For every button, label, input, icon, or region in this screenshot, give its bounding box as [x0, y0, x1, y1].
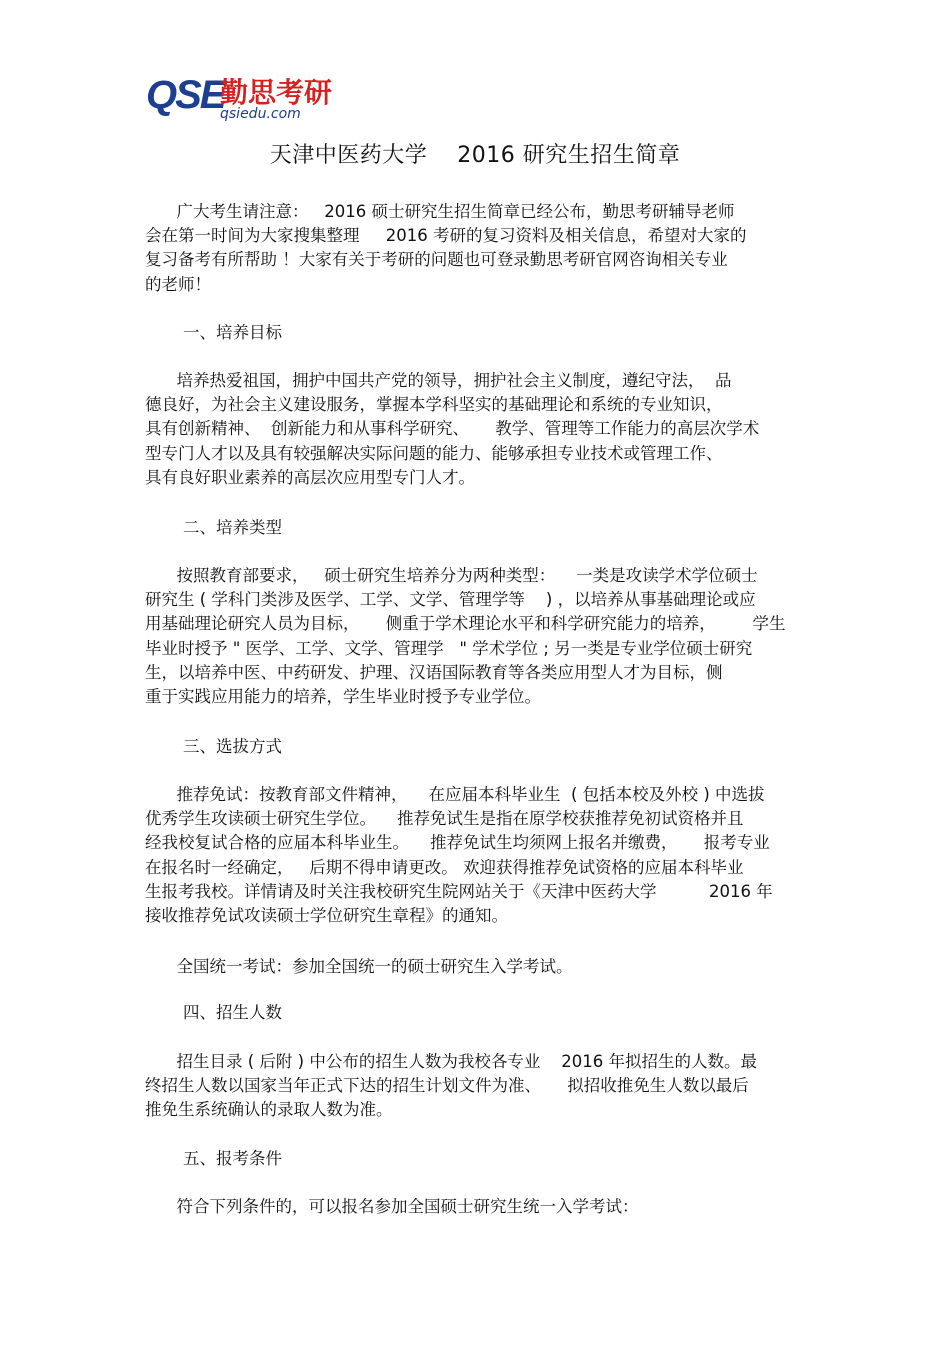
text-line: 研究生 ( 学科门类涉及医学、工学、文学、管理学等 ) ，以培养从事基础理论或应 — [145, 590, 756, 610]
section-paragraph — [145, 564, 810, 709]
text-line: 在报名时一经确定， 后期不得申请更改。 欢迎获得推荐免试资格的应届本科毕业 — [145, 857, 744, 877]
text-line: 会在第一时间为大家搜集整理 2016 考研的复习资料及相关信息，希望对大家的 — [145, 226, 747, 246]
text-line: 培养热爱祖国，拥护中国共产党的领导，拥护社会主义制度，遵纪守法， 品 — [145, 371, 732, 390]
section-heading: 二、培养类型 — [183, 518, 282, 537]
text-line: 推免生系统确认的录取人数为准。 — [145, 1100, 393, 1120]
text-line: 全国统一考试：参加全国统一的硕士研究生入学考试。 — [145, 957, 573, 976]
logo-site: qsiedu.com — [220, 106, 301, 122]
section-paragraph — [145, 369, 810, 490]
intro-paragraph — [145, 200, 810, 297]
qse-logo — [146, 72, 356, 124]
section-paragraph — [145, 1050, 810, 1123]
section-heading: 三、选拔方式 — [183, 737, 282, 756]
text-line: 经我校复试合格的应届本科毕业生。 推荐免试生均须网上报名并缴费， 报考专业 — [145, 833, 770, 853]
text-line: 广大考生请注意： 2016 硕士研究生招生简章已经公布，勤思考研辅导老师 — [145, 202, 735, 221]
section-heading: 五、报考条件 — [183, 1149, 282, 1168]
text-line: 招生目录 ( 后附 ) 中公布的招生人数为我校各专业 2016 年拟招生的人数。最 — [145, 1052, 758, 1071]
section-paragraph — [145, 955, 810, 979]
text-line: 接收推荐免试攻读硕士学位研究生章程》的通知。 — [145, 905, 508, 925]
text-line: 复习备考有所帮助 ！大家有关于考研的问题也可登录勤思考研官网咨询相关专业 — [145, 250, 728, 270]
text-line: 具有创新精神、 创新能力和从事科学研究、 教学、管理等工作能力的高层次学术 — [145, 419, 760, 439]
text-line: 生报考我校。详情请及时关注我校研究生院网站关于《天津中医药大学 2016 年 — [145, 881, 773, 901]
text-line: 终招生人数以国家当年正式下达的招生计划文件为准、 拟招收推免生人数以最后 — [145, 1076, 749, 1096]
text-line: 的老师！ — [145, 274, 211, 294]
text-line: 重于实践应用能力的培养，学生毕业时授予专业学位。 — [145, 686, 541, 706]
text-line: 推荐免试：按教育部文件精神， 在应届本科毕业生 ( 包括本校及外校 ) 中选拔 — [145, 785, 765, 804]
text-line: 具有良好职业素养的高层次应用型专门人才。 — [145, 467, 475, 487]
text-line: 按照教育部要求， 硕士研究生培养分为两种类型： 一类是攻读学术学位硕士 — [145, 566, 758, 585]
text-line: 优秀学生攻读硕士研究生学位。 推荐免试生是指在原学校获推荐免初试资格并且 — [145, 809, 744, 829]
section-paragraph — [145, 1195, 810, 1219]
section-heading: 一、培养目标 — [183, 323, 282, 342]
text-line: 用基础理论研究人员为目标， 侧重于学术理论水平和科学研究能力的培养， 学生 — [145, 614, 786, 634]
section-heading: 四、招生人数 — [183, 1003, 282, 1022]
logo-mark: QSE — [146, 73, 225, 117]
text-line: 德良好，为社会主义建设服务，掌握本学科坚实的基础理论和系统的专业知识， — [145, 395, 723, 415]
text-line: 生，以培养中医、中药研发、护理、汉语国际教育等各类应用型人才为目标，侧 — [145, 662, 723, 682]
section-paragraph — [145, 783, 810, 928]
text-line: 型专门人才以及具有较强解决实际问题的能力、能够承担专业技术或管理工作、 — [145, 443, 723, 463]
logo-name: 勤思考研 — [220, 76, 333, 109]
qse-logo-graphic — [146, 72, 356, 124]
text-line: 毕业时授予 " 医学、工学、文学、管理学 " 学术学位 ; 另一类是专业学位硕士研究 — [145, 638, 753, 658]
text-line: 符合下列条件的，可以报名参加全国硕士研究生统一入学考试： — [145, 1197, 639, 1216]
page-title: 天津中医药大学 2016 研究生招生简章 — [269, 143, 681, 168]
